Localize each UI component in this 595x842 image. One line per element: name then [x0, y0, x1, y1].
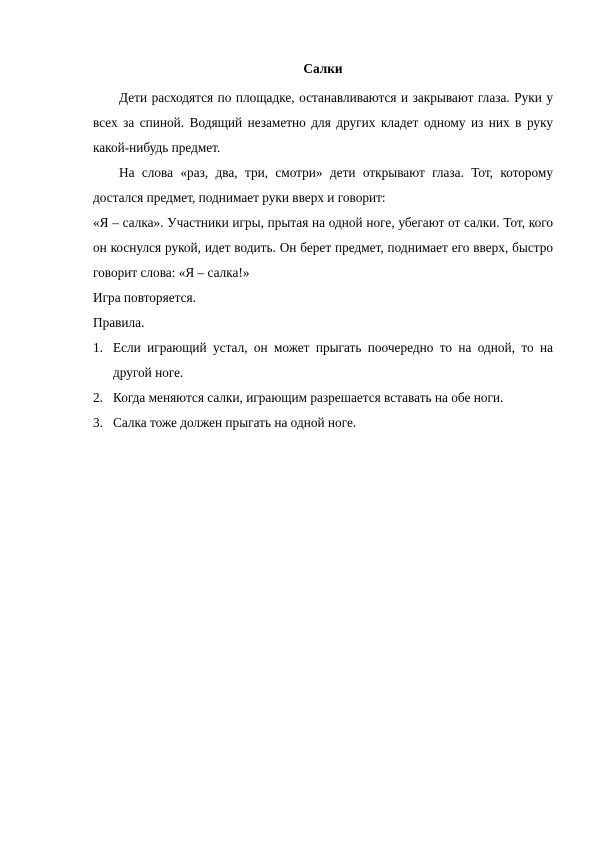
paragraph-intro: Дети расходятся по площадке, останавливаются и закрывают глаза. Руки у всех за спиной. Водящий незаметно для других кладет одному из них в руку какой-нибудь предмет. [93, 90, 553, 155]
document-body [93, 56, 553, 435]
paragraph-signal: На слова «раз, два, три, смотри» дети открывают глаза. Тот, которому достался предмет, поднимает руки вверх и говорит: [93, 165, 553, 205]
repeat-line: Игра повторяется. [93, 290, 196, 305]
rule-text: Когда меняются салки, играющим разрешается вставать на обе ноги. [113, 390, 504, 405]
document-title: Салки [303, 61, 343, 76]
rule-item [93, 410, 553, 435]
paragraph-game: «Я – салка». Участники игры, прытая на одной ноге, убегают от салки. Тот, кого он коснулся рукой, идет водить. Он берет предмет, поднимает его вверх, быстро говорит слова: «Я – салка!» [93, 215, 553, 280]
rule-item [93, 385, 553, 410]
rule-number: 1. [93, 340, 103, 355]
rule-number: 2. [93, 390, 103, 405]
rules-list [93, 335, 553, 435]
rule-text: Если играющий устал, он может прыгать поочередно то на одной, то на другой ноге. [113, 340, 553, 380]
rule-text: Салка тоже должен прыгать на одной ноге. [113, 415, 357, 430]
rule-item [93, 335, 553, 385]
rules-heading: Правила. [93, 315, 145, 330]
rule-number: 3. [93, 415, 103, 430]
